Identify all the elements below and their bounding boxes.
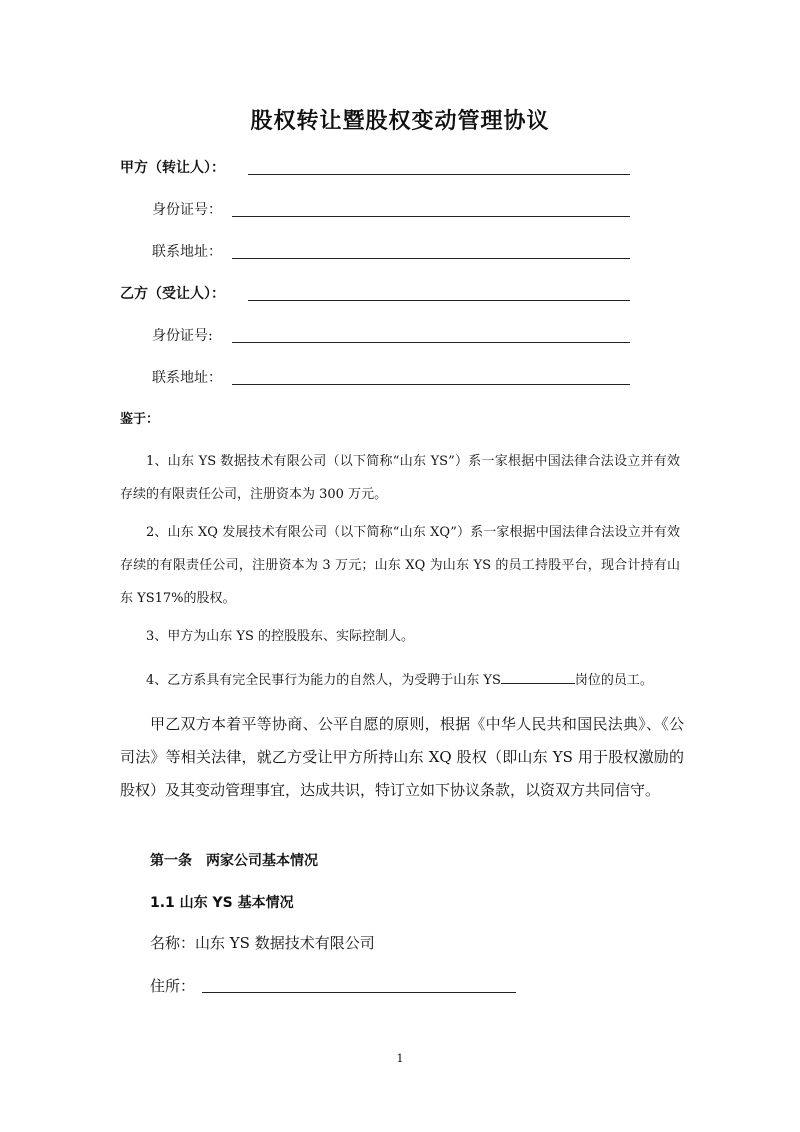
- recital-2: 2、山东 XQ 发展技术有限公司（以下简称“山东 XQ”）系一家根据中国法律合法设立并有效存续的有限责任公司，注册资本为 3 万元；山东 XQ 为山东 YS 的员工持股平台，现合计持有山东 YS17%的股权。: [120, 525, 680, 606]
- party-a-blank: [248, 174, 630, 175]
- intro-paragraph: 甲乙双方本着平等协商、公平自愿的原则，根据《中华人民共和国民法典》、《公司法》等相关法律，就乙方受让甲方所持山东 XQ 股权（即山东 YS 用于股权激励的股权）及其变动管理事宜，达成共识，特订立如下协议条款，以资双方共同信守。: [120, 715, 684, 799]
- party-a-id-blank: [232, 216, 630, 217]
- recital-4-prefix: 4、乙方系具有完全民事行为能力的自然人，为受聘于山东 YS: [146, 673, 501, 688]
- section-1-1-heading: 1.1 山东 YS 基本情况: [150, 895, 294, 911]
- position-blank: [501, 671, 575, 684]
- party-a-label: 甲方（转让人）：: [120, 160, 225, 176]
- recital-1: 1、山东 YS 数据技术有限公司（以下简称“山东 YS”）系一家根据中国法律合法设立并有效存续的有限责任公司，注册资本为 300 万元。: [120, 454, 680, 502]
- party-a-address-label: 联系地址：: [152, 244, 222, 260]
- party-b-label: 乙方（受让人）：: [120, 286, 225, 302]
- document-title: 股权转让暨股权变动管理协议: [250, 109, 550, 134]
- party-a-id-label: 身份证号：: [152, 202, 222, 218]
- party-b-address-label: 联系地址：: [152, 370, 222, 386]
- recital-4-suffix: 岗位的员工。: [574, 673, 653, 688]
- party-b-id-label: 身份证号:: [152, 328, 213, 344]
- whereas-label: 鉴于：: [120, 412, 160, 427]
- domicile-blank: [202, 992, 516, 993]
- party-b-id-blank: [232, 342, 630, 343]
- party-b-blank: [248, 300, 630, 301]
- party-a-address-blank: [232, 258, 630, 259]
- domicile-label: 住所：: [150, 977, 196, 995]
- recital-4: [120, 664, 680, 697]
- article-1-heading: 第一条 两家公司基本情况: [150, 853, 318, 869]
- page-number: 1: [396, 1052, 404, 1065]
- company-name-line: 名称：山东 YS 数据技术有限公司: [150, 934, 375, 952]
- recital-3: 3、甲方为山东 YS 的控股股东、实际控制人。: [146, 629, 415, 644]
- party-b-address-blank: [232, 384, 630, 385]
